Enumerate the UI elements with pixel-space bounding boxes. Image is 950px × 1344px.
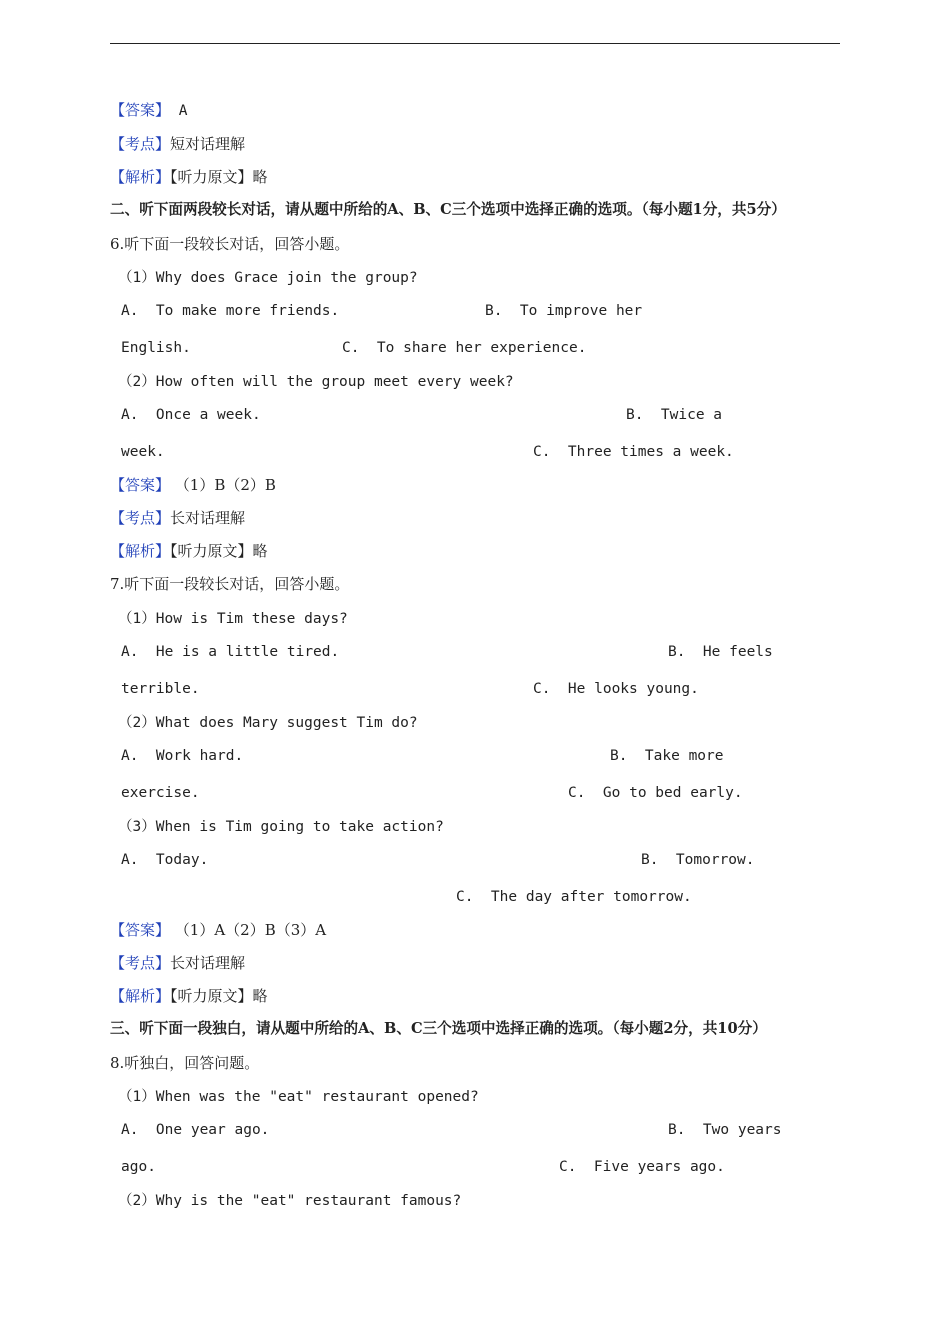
option-c: C. The day after tomorrow. [456,889,692,905]
option-a: A. He is a little tired. [121,644,340,660]
option-a: A. Once a week. [121,407,261,423]
question-intro: 7.听下面一段较长对话，回答小题。 [110,575,350,593]
answer-line: 【答案】 A [110,101,188,119]
option-c: C. Go to bed early. [568,785,743,801]
option-b-cont: week. [121,444,165,460]
sub-question: （1）Why does Grace join the group? [118,270,418,286]
answer-line: 【答案】 （1）B（2）B [110,476,276,494]
sub-question: （2）What does Mary suggest Tim do? [118,715,418,731]
option-a: A. Work hard. [121,748,244,764]
kaodian-line: 【考点】短对话理解 [110,135,246,153]
sub-question: （1）How is Tim these days? [118,611,348,627]
jiexi-line: 【解析】【听力原文】略 [110,542,268,560]
sub-question: （2）How often will the group meet every week? [118,374,514,390]
sub-question: （2）Why is the "eat" restaurant famous? [118,1193,462,1209]
option-a: A. One year ago. [121,1122,270,1138]
option-c: C. Three times a week. [533,444,734,460]
kaodian-line: 【考点】长对话理解 [110,954,246,972]
option-c: C. He looks young. [533,681,699,697]
sub-question: （1）When was the "eat" restaurant opened? [118,1089,479,1105]
jiexi-line: 【解析】【听力原文】略 [110,168,268,186]
option-b: B. Tomorrow. [641,852,755,868]
option-b: B. To improve her [485,303,643,319]
option-b-cont: exercise. [121,785,200,801]
answer-line: 【答案】 （1）A（2）B（3）A [110,921,327,939]
option-b: B. Twice a [626,407,723,423]
option-c: C. To share her experience. [342,340,587,356]
header-rule [110,43,840,44]
section-heading: 二、听下面两段较长对话，请从题中所给的A、B、C三个选项中选择正确的选项。（每小题1分，共5分） [110,201,786,218]
option-a: A. Today. [121,852,209,868]
option-b: B. He feels [668,644,773,660]
option-b-cont: English. [121,340,191,356]
option-c: C. Five years ago. [559,1159,725,1175]
option-b: B. Two years [668,1122,782,1138]
kaodian-line: 【考点】长对话理解 [110,509,246,527]
option-b-cont: terrible. [121,681,200,697]
option-b: B. Take more [610,748,724,764]
question-intro: 6.听下面一段较长对话，回答小题。 [110,235,350,253]
question-intro: 8.听独白，回答问题。 [110,1054,260,1072]
option-b-cont: ago. [121,1159,156,1175]
sub-question: （3）When is Tim going to take action? [118,819,444,835]
jiexi-line: 【解析】【听力原文】略 [110,987,268,1005]
section-heading: 三、听下面一段独白，请从题中所给的A、B、C三个选项中选择正确的选项。（每小题2分，共10分） [110,1020,767,1037]
option-a: A. To make more friends. [121,303,340,319]
